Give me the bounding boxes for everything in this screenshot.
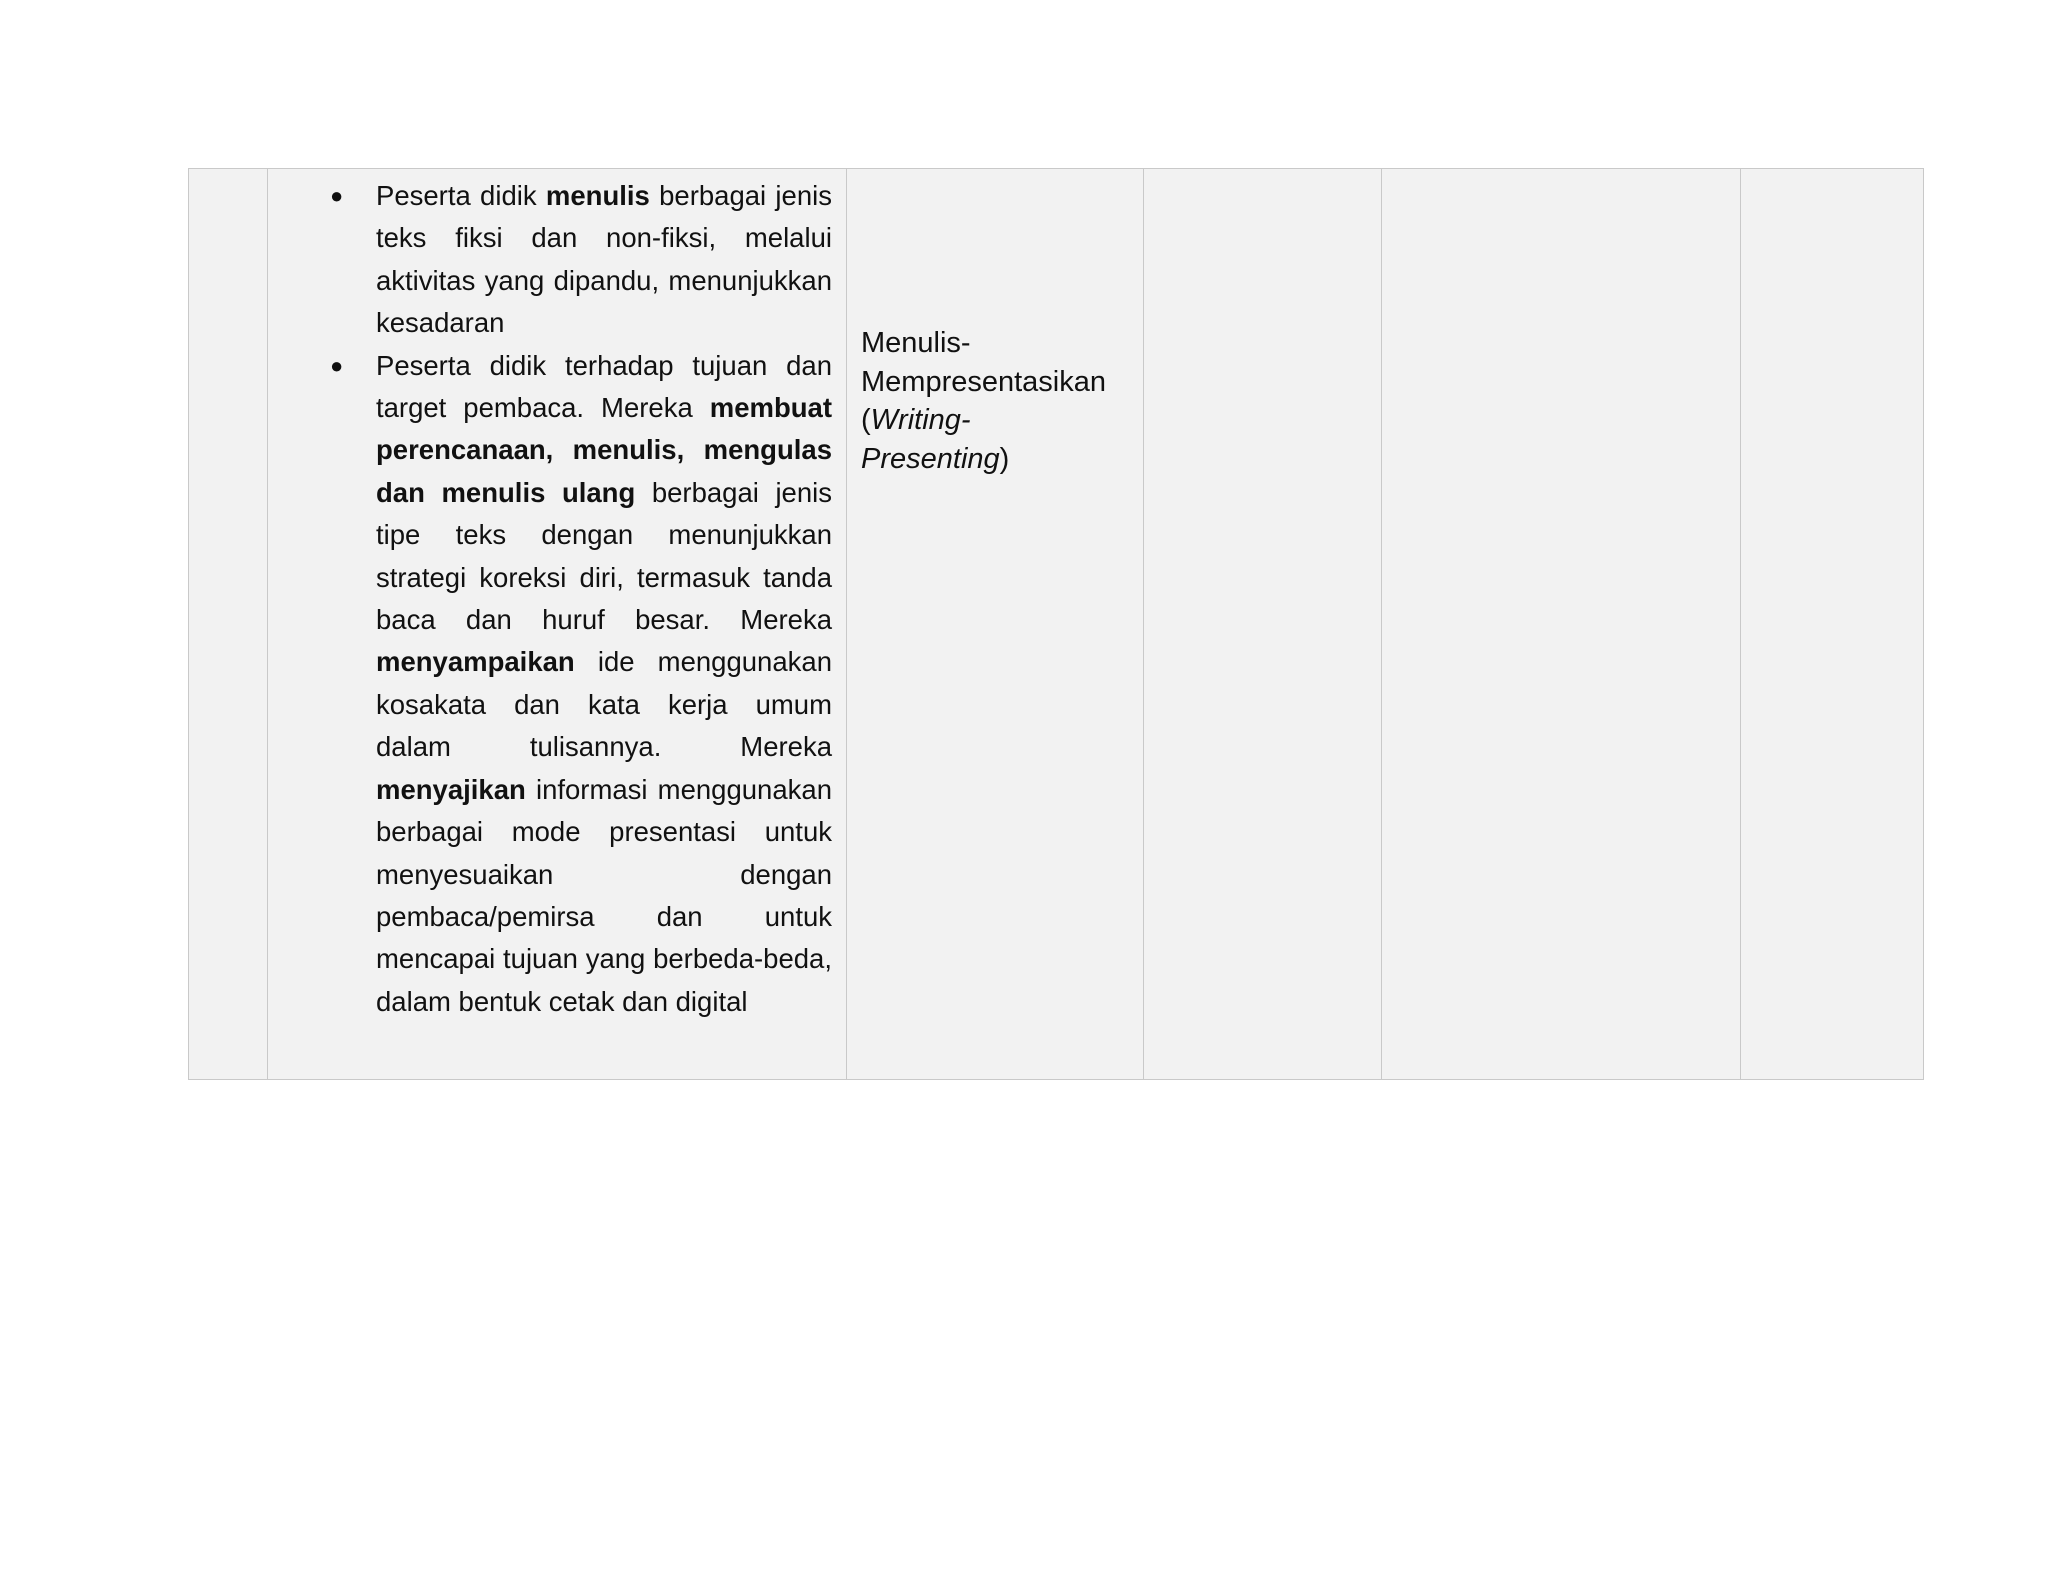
skill-line-2: Mempresentasikan bbox=[861, 365, 1106, 398]
text-run: Peserta didik terhadap tujuan dan target pembaca. Mereka bbox=[376, 349, 832, 424]
text-run: berbagai jenis teks fiksi dan non-fiksi, melalui aktivitas yang dipandu, menunjukkan kesadaran bbox=[376, 180, 832, 339]
text-run: Peserta didik bbox=[376, 180, 546, 211]
bold-text-run: menyajikan bbox=[376, 773, 526, 805]
table-row bbox=[189, 169, 1924, 1080]
bullet-dot-icon: ● bbox=[330, 352, 344, 378]
table-cell-skill bbox=[847, 169, 1144, 1080]
bullet-item-2 bbox=[268, 345, 832, 1024]
text-run: ide menggunakan kosakata dan kata kerja umum dalam tulisannya. Mereka bbox=[376, 646, 832, 763]
table-cell-empty-6 bbox=[1741, 169, 1924, 1080]
content-table bbox=[188, 168, 1924, 1080]
text-run: informasi menggunakan berbagai mode presentasi untuk menyesuaikan dengan pembaca/pemirsa dan untuk mencapai tujuan yang berbeda-beda, dalam bentuk cetak dan digital bbox=[376, 773, 832, 1017]
skill-english-part-2: Presenting bbox=[861, 442, 1000, 475]
bullet-item-1 bbox=[268, 175, 832, 345]
table-cell-number bbox=[189, 169, 268, 1080]
bold-text-run: menulis bbox=[545, 180, 650, 211]
bold-text-run: membuat perencanaan, menulis, mengulas dan menulis ulang bbox=[376, 392, 832, 508]
skill-english-part-1: Writing- bbox=[870, 404, 971, 436]
table-cell-description bbox=[268, 169, 847, 1080]
close-paren: ) bbox=[999, 442, 1010, 475]
table-cell-empty-4 bbox=[1144, 169, 1382, 1080]
open-paren: ( bbox=[861, 404, 871, 436]
skill-english-line-2 bbox=[861, 440, 1133, 479]
table-cell-empty-5 bbox=[1382, 169, 1741, 1080]
description-bullet-list bbox=[268, 169, 846, 1023]
text-run: berbagai jenis tipe teks dengan menunjukkan strategi koreksi diri, termasuk tanda baca dan huruf besar. Mereka bbox=[376, 476, 833, 636]
skill-label bbox=[847, 169, 1143, 478]
skill-line-1: Menulis- bbox=[861, 327, 971, 359]
skill-english-line-1 bbox=[861, 401, 1133, 440]
bold-text-run: menyampaikan bbox=[376, 646, 575, 678]
bullet-dot-icon: ● bbox=[330, 183, 344, 208]
